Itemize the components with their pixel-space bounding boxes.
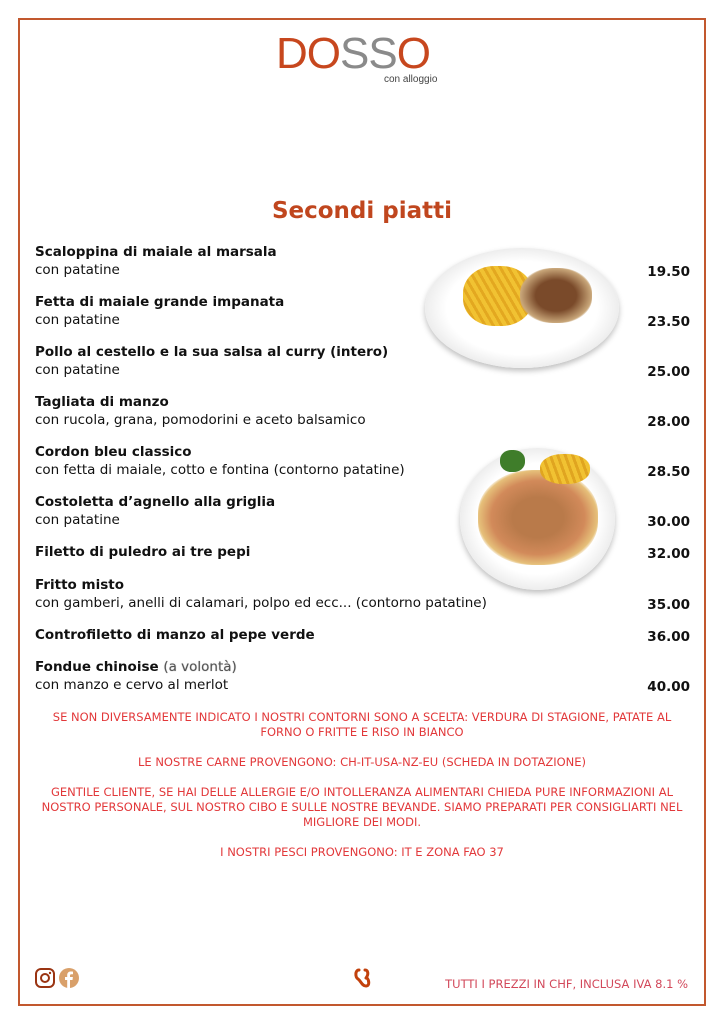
menu-item	[35, 244, 690, 280]
item-desc: con manzo e cervo al merlot	[35, 677, 229, 693]
item-name: Fondue chinoise	[35, 659, 159, 675]
item-price: 28.50	[647, 464, 690, 480]
item-name: Scaloppina di maiale al marsala	[35, 244, 277, 260]
item-name: Tagliata di manzo	[35, 394, 169, 410]
item-desc: con patatine	[35, 512, 120, 528]
note-meat-origin: LE NOSTRE CARNE PROVENGONO: CH-IT-USA-NZ-EU (SCHEDA IN DOTAZIONE)	[137, 755, 587, 769]
item-desc: con patatine	[35, 362, 120, 378]
logo: DOSSO	[276, 29, 430, 78]
item-price: 25.00	[647, 364, 690, 380]
item-price: 40.00	[647, 679, 690, 695]
item-option: (a volontà)	[163, 659, 237, 675]
menu-item	[35, 444, 690, 480]
item-price: 36.00	[647, 629, 690, 645]
menu-item	[35, 627, 690, 645]
item-name: Cordon bleu classico	[35, 444, 192, 460]
instagram-icon[interactable]	[35, 968, 55, 988]
note-sides: SE NON DIVERSAMENTE INDICATO I NOSTRI CONTORNI SONO A SCELTA: VERDURA DI STAGIONE, PATATE AL FORNO O FRITTE E RISO IN BIANCO	[52, 710, 672, 739]
menu-item	[35, 577, 690, 613]
item-price: 32.00	[647, 546, 690, 562]
item-desc: con patatine	[35, 262, 120, 278]
item-price: 35.00	[647, 597, 690, 613]
item-price: 30.00	[647, 514, 690, 530]
price-note: TUTTI I PREZZI IN CHF, INCLUSA IVA 8.1 %	[445, 977, 688, 991]
page-title: Secondi piatti	[271, 198, 453, 224]
item-name: Costoletta d’agnello alla griglia	[35, 494, 276, 510]
menu-item	[35, 494, 690, 530]
facebook-icon[interactable]	[59, 968, 79, 988]
item-name: Fetta di maiale grande impanata	[35, 294, 285, 310]
item-desc: con gamberi, anelli di calamari, polpo ed ecc... (contorno patatine)	[35, 595, 487, 611]
item-name: Filetto di puledro ai tre pepi	[35, 544, 251, 560]
logo-subtitle: con alloggio	[384, 74, 438, 85]
item-name: Controfiletto di manzo al pepe verde	[35, 627, 315, 643]
item-price: 28.00	[647, 414, 690, 430]
menu-item	[35, 659, 690, 695]
item-price: 23.50	[647, 314, 690, 330]
menu-item	[35, 344, 690, 380]
item-price: 19.50	[647, 264, 690, 280]
item-name: Fritto misto	[35, 577, 124, 593]
item-desc: con patatine	[35, 312, 120, 328]
item-name: Pollo al cestello e la sua salsa al curry (intero)	[35, 344, 389, 360]
menu-item	[35, 394, 690, 430]
logo-s-icon	[350, 966, 374, 990]
notes	[40, 710, 684, 875]
menu-item	[35, 294, 690, 330]
menu-item	[35, 544, 690, 562]
note-fish-origin: I NOSTRI PESCI PROVENGONO: IT E ZONA FAO 37	[220, 845, 504, 859]
item-desc: con fetta di maiale, cotto e fontina (contorno patatine)	[35, 462, 405, 478]
note-allergies: GENTILE CLIENTE, SE HAI DELLE ALLERGIE E/O INTOLLERANZA ALIMENTARI CHIEDA PURE INFORMAZIONI AL NOSTRO PERSONALE, SUL NOSTRO CIBO E SULLE NOSTRE BEVANDE. SIAMO PREPARATI PER CONSIGLIARTI NEL MIGLIORE DEI MODI.	[41, 785, 683, 829]
item-desc: con rucola, grana, pomodorini e aceto balsamico	[35, 412, 366, 428]
